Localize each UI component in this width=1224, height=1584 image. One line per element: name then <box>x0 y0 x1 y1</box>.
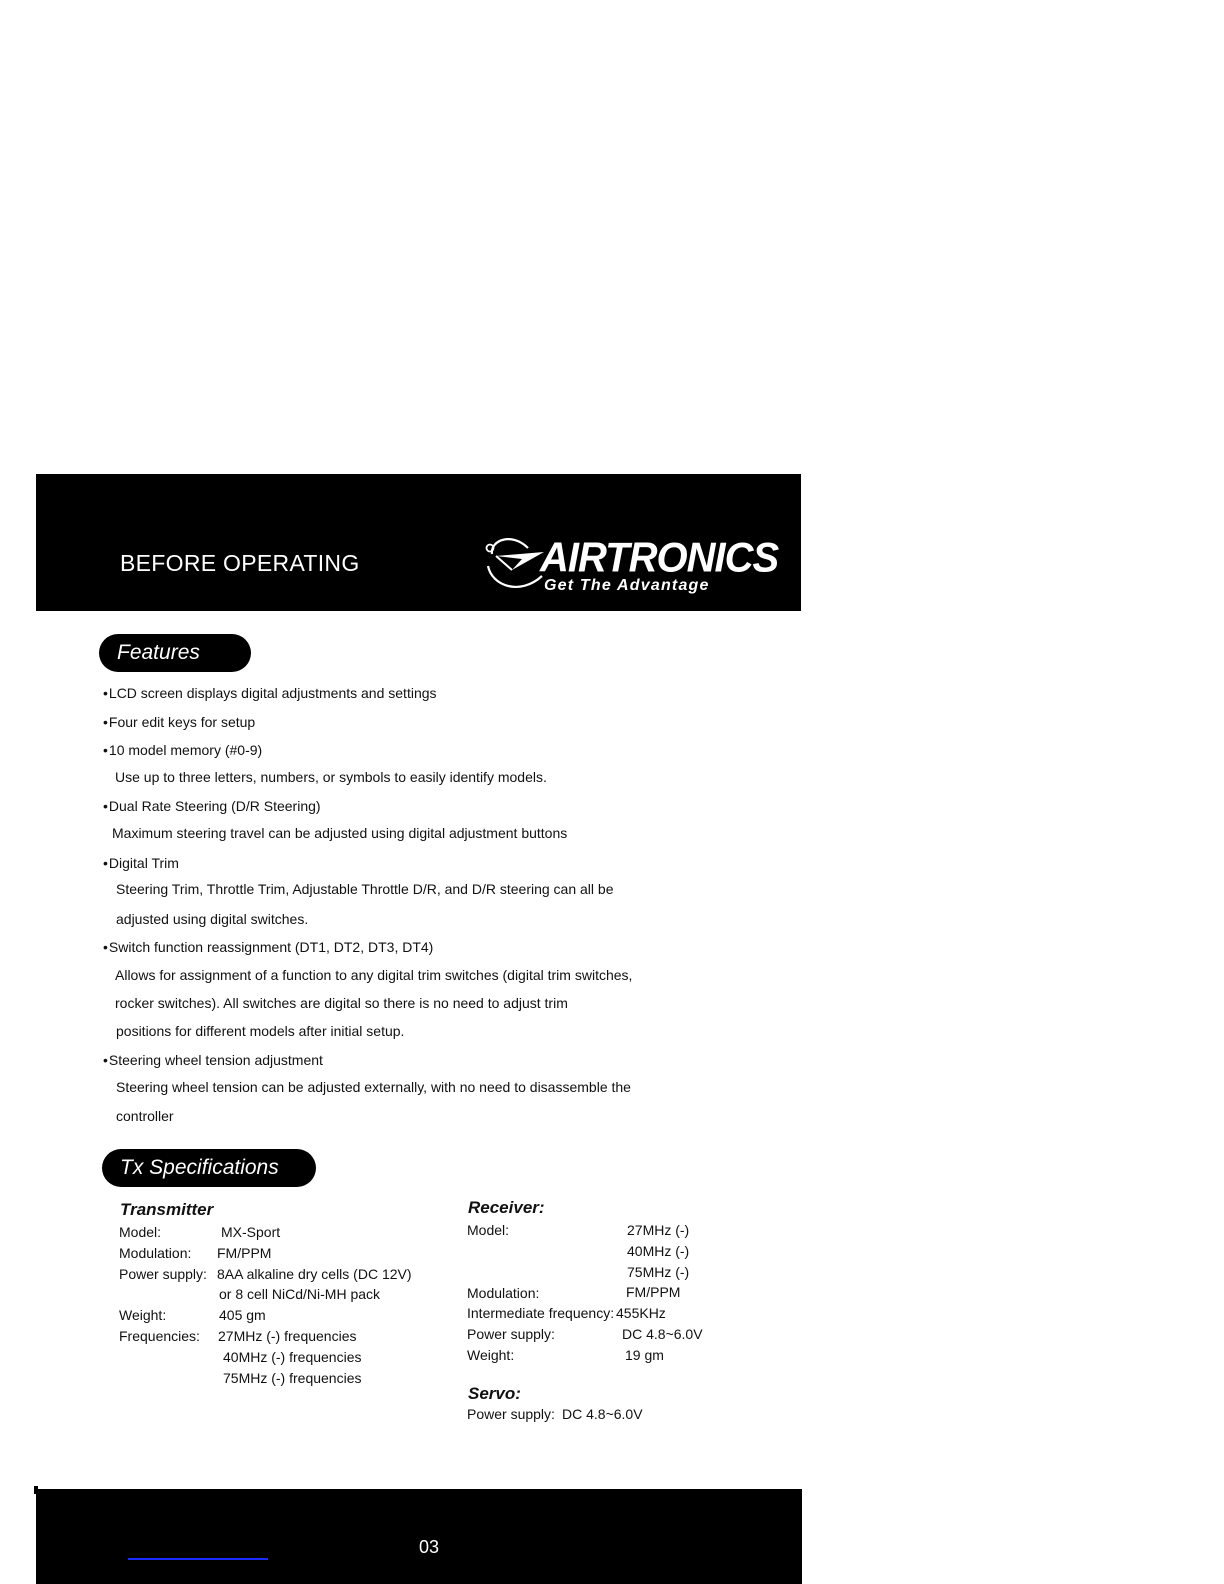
feature-detail: Steering Trim, Throttle Trim, Adjustable Throttle D/R, and D/R steering can all be <box>116 881 614 897</box>
feature-item: • Four edit keys for setup <box>103 714 255 730</box>
spec-label: Modulation: <box>119 1245 192 1261</box>
airtronics-logo <box>482 526 779 598</box>
spec-value: DC 4.8~6.0V <box>622 1326 703 1342</box>
feature-item: • Digital Trim <box>103 855 179 871</box>
spec-value: MX-Sport <box>221 1224 281 1240</box>
feature-detail: positions for different models after initial setup. <box>116 1023 405 1039</box>
feature-detail: Use up to three letters, numbers, or symbols to easily identify models. <box>115 769 547 785</box>
spec-label: Model: <box>119 1224 162 1240</box>
spec-value: 27MHz (-) frequencies <box>218 1328 357 1344</box>
page-title: BEFORE OPERATING <box>120 550 360 576</box>
spec-value: 40MHz (-) <box>627 1243 690 1259</box>
feature-detail: adjusted using digital switches. <box>116 911 309 927</box>
footer-band <box>36 1489 802 1584</box>
transmitter-title: Transmitter <box>120 1200 214 1219</box>
feature-item: • Dual Rate Steering (D/R Steering) <box>103 798 321 814</box>
spec-label: Modulation: <box>467 1285 540 1301</box>
features-heading: Features <box>99 634 251 672</box>
header-band <box>36 474 801 611</box>
spec-value: FM/PPM <box>626 1284 681 1300</box>
spec-value: FM/PPM <box>217 1245 272 1261</box>
spec-value: 75MHz (-) frequencies <box>223 1370 362 1386</box>
feature-item: • LCD screen displays digital adjustments and settings <box>103 685 437 701</box>
feature-item: • Steering wheel tension adjustment <box>103 1052 323 1068</box>
spec-value: 8AA alkaline dry cells (DC 12V) <box>217 1266 412 1282</box>
feature-detail: Steering wheel tension can be adjusted externally, with no need to disassemble the <box>116 1079 631 1095</box>
logo-tagline: Get The Advantage <box>544 577 710 594</box>
specs-heading: Tx Specifications <box>102 1149 316 1187</box>
feature-item: • Switch function reassignment (DT1, DT2, DT3, DT4) <box>103 939 433 955</box>
spec-value: 27MHz (-) <box>627 1222 690 1238</box>
page-number: 03 <box>419 1537 440 1557</box>
spec-label: Power supply: <box>467 1406 555 1422</box>
spec-value: 405 gm <box>219 1307 266 1323</box>
feature-detail: controller <box>116 1108 174 1124</box>
logo-emblem-icon <box>482 526 546 598</box>
feature-detail: Maximum steering travel can be adjusted using digital adjustment buttons <box>112 825 568 841</box>
spec-label: Power supply: <box>119 1266 207 1282</box>
spec-label: Model: <box>467 1222 510 1238</box>
spec-label: Intermediate frequency: <box>467 1305 615 1321</box>
spec-label: Weight: <box>119 1307 167 1323</box>
spec-label: Power supply: <box>467 1326 555 1342</box>
feature-detail: rocker switches). All switches are digital so there is no need to adjust trim <box>115 995 568 1011</box>
feature-detail: Allows for assignment of a function to any digital trim switches (digital trim switches, <box>115 967 633 983</box>
spec-label: Weight: <box>467 1347 515 1363</box>
spec-value: 455KHz <box>616 1305 666 1321</box>
servo-title: Servo: <box>468 1384 521 1403</box>
spec-value: or 8 cell NiCd/Ni-MH pack <box>219 1286 381 1302</box>
spec-value: 75MHz (-) <box>627 1264 690 1280</box>
footer-link-underline[interactable] <box>128 1558 268 1560</box>
logo-wordmark: AIRTRONICS <box>540 534 779 582</box>
spec-label: Frequencies: <box>119 1328 200 1344</box>
receiver-title: Receiver: <box>468 1198 545 1217</box>
spec-value: 40MHz (-) frequencies <box>223 1349 362 1365</box>
spec-value: DC 4.8~6.0V <box>562 1406 643 1422</box>
feature-item: • 10 model memory (#0-9) <box>103 742 262 758</box>
spec-value: 19 gm <box>625 1347 664 1363</box>
